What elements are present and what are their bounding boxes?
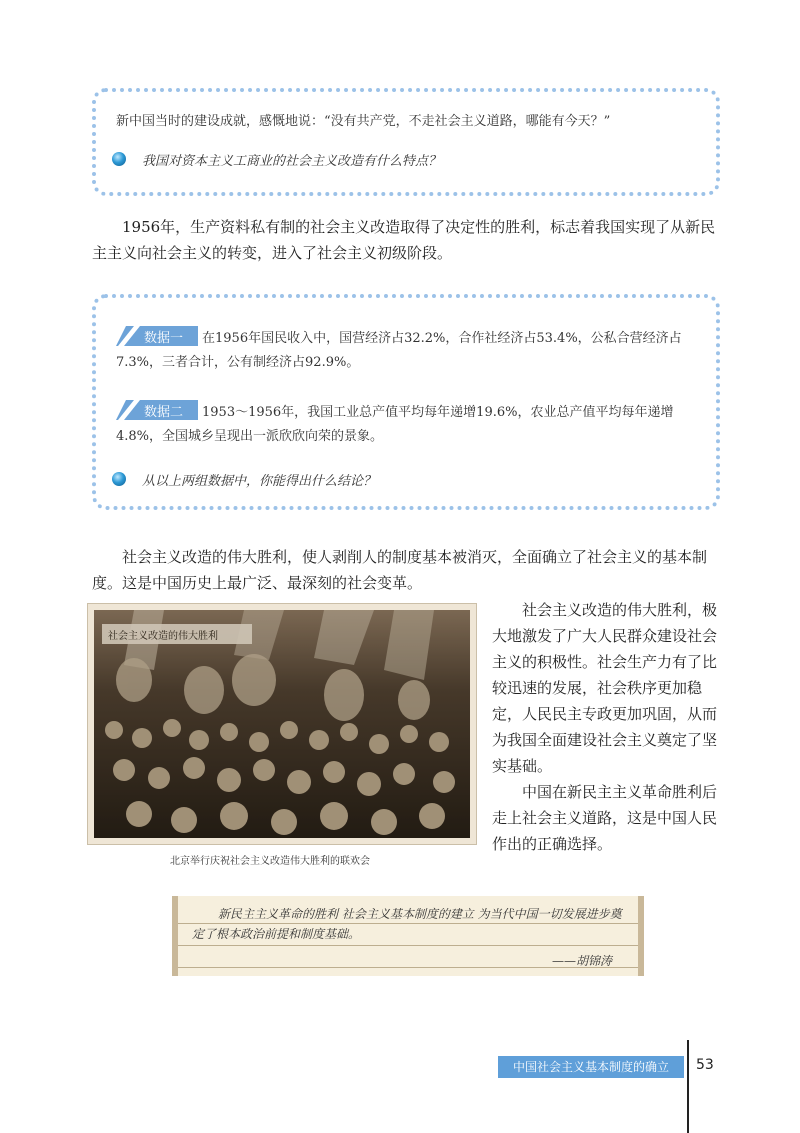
data2-tag-label: 数据二 [144, 405, 184, 420]
side-text [492, 597, 728, 857]
quote-author: ——胡锦涛 [551, 954, 612, 968]
footer-divider [687, 1040, 689, 1133]
photo-banner: 社会主义改造的伟大胜利 [108, 631, 218, 642]
quote-rule [178, 945, 638, 946]
discussion-box-1 [92, 88, 720, 196]
data-box [92, 294, 720, 510]
data2-text: 1953～1956年，我国工业总产值平均每年递增19.6%，农业总产值平均每年递增4.8%，全国城乡呈现出一派欣欣向荣的景象。 [116, 405, 674, 444]
box1-text: 新中国当时的建设成就，感慨地说：“没有共产党，不走社会主义道路，哪能有今天？” [116, 114, 611, 129]
side-paragraph-2: 中国在新民主主义革命胜利后走上社会主义道路，这是中国人民作出的正确选择。 [492, 783, 718, 853]
quote-text: 新民主主义革命的胜利 社会主义基本制度的建立 为当代中国一切发展进步奠定了根本政治前提和制度基础。 [192, 907, 622, 941]
box1-question-text: 我国对资本主义工商业的社会主义改造有什么特点？ [142, 154, 442, 169]
photo-caption: 北京举行庆祝社会主义改造伟大胜利的联欢会 [170, 856, 370, 867]
data2-block [116, 400, 700, 449]
question-bullet-icon [112, 472, 126, 486]
chapter-title-bar: 中国社会主义基本制度的确立 [498, 1056, 684, 1078]
paragraph-1: 1956年，生产资料私有制的社会主义改造取得了决定性的胜利，标志着我国实现了从新民主主义向社会主义的转变，进入了社会主义初级阶段。 [92, 218, 716, 262]
crowd-image [94, 610, 470, 838]
question-bullet-icon [112, 152, 126, 166]
data1-text: 在1956年国民收入中，国营经济占32.2%，合作社经济占53.4%，公私合营经济占7.3%，三者合计，公有制经济占92.9%。 [116, 331, 682, 370]
box1-question [142, 150, 441, 169]
side-paragraph-1: 社会主义改造的伟大胜利，极大地激发了广大人民群众建设社会主义的积极性。社会生产力有了比较迅速的发展，社会秩序更加稳定，人民民主专政更加巩固，从而为我国全面建设社会主义奠定了坚实基础。 [492, 601, 718, 775]
celebration-photo [88, 604, 476, 844]
quote-box [172, 896, 644, 976]
data2-tag [116, 400, 198, 420]
data1-tag [116, 326, 198, 346]
data1-block [116, 326, 700, 375]
page-number: 53 [696, 1057, 714, 1073]
data1-tag-label: 数据一 [144, 331, 184, 346]
box2-question [142, 470, 376, 489]
paragraph-2: 社会主义改造的伟大胜利，使人剥削人的制度基本被消灭，全面确立了社会主义的基本制度。这是中国历史上最广泛、最深刻的社会变革。 [92, 548, 708, 592]
box2-question-text: 从以上两组数据中，你能得出什么结论？ [142, 474, 377, 489]
